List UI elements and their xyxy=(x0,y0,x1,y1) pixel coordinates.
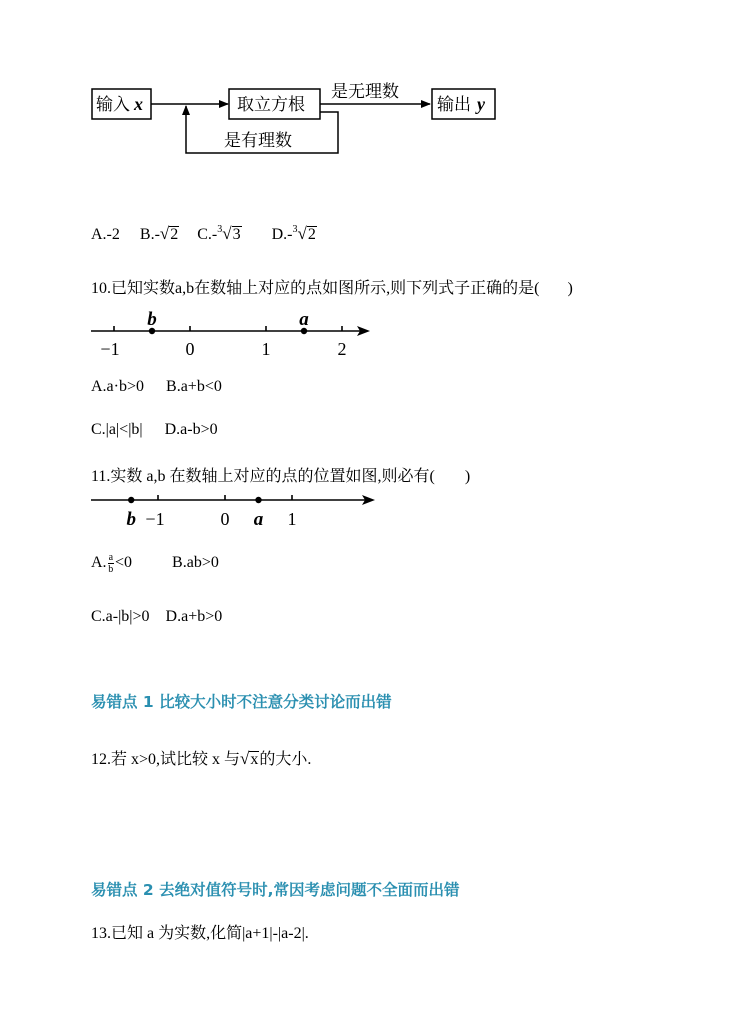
output-var: y xyxy=(477,94,485,114)
q10-options-row2 xyxy=(91,421,218,439)
tick-label: −1 xyxy=(100,339,120,359)
q10-number-line xyxy=(0,305,745,365)
q9-option-c: C.-$^3$√3 xyxy=(197,224,241,243)
input-label: 输入 xyxy=(96,95,130,115)
q9-option-d: D.-$^3$√2 xyxy=(271,224,316,243)
tick-label: 0 xyxy=(185,339,195,359)
point-label-b: b xyxy=(126,509,136,530)
tick-label: 1 xyxy=(287,509,297,529)
q10-option-c: C.|a|<|b| xyxy=(91,421,143,438)
irrational-label: 是无理数 xyxy=(331,82,399,102)
tick-label: −1 xyxy=(145,509,165,529)
q9-option-a: A.-2 xyxy=(91,226,120,243)
q10-option-a: A.a·b>0 xyxy=(91,378,145,395)
q11-option-b: B.ab>0 xyxy=(172,554,219,572)
section1-title: 易错点 1 比较大小时不注意分类讨论而出错 xyxy=(91,693,392,711)
tick-label: 1 xyxy=(261,339,271,359)
tick-label: 2 xyxy=(337,339,347,359)
q11-option-d: D.a+b>0 xyxy=(165,608,223,625)
q9-options xyxy=(91,224,317,244)
output-label: 输出 xyxy=(437,95,471,115)
input-var: x xyxy=(134,94,143,114)
q11-options-row1 xyxy=(91,552,219,575)
q12-text: 12.若 x>0,试比较 x 与√x的大小. xyxy=(91,749,312,768)
point-label-a: a xyxy=(253,509,264,530)
q11-stem: 11.实数 a,b 在数轴上对应的点的位置如图,则必有( ) xyxy=(91,468,471,485)
q10-option-b: B.a+b<0 xyxy=(166,378,222,395)
tick-label: 0 xyxy=(220,509,230,529)
q10-option-d: D.a-b>0 xyxy=(164,421,218,438)
flowchart xyxy=(0,0,745,170)
point-label-b: b xyxy=(147,309,157,330)
q11-option-c: C.a-|b|>0 xyxy=(91,608,150,625)
section2-title: 易错点 2 去绝对值符号时,常因考虑问题不全面而出错 xyxy=(91,881,460,899)
q11-options-row2 xyxy=(91,608,222,626)
q13-text: 13.已知 a 为实数,化简|a+1|-|a-2|. xyxy=(91,925,309,942)
point-b xyxy=(128,497,134,503)
process-label: 取立方根 xyxy=(237,95,305,115)
q10-options-row1 xyxy=(91,378,222,396)
point-label-a: a xyxy=(299,309,309,330)
rational-label: 是有理数 xyxy=(224,131,292,151)
q11-number-line xyxy=(0,485,745,535)
q9-option-b: B.-√2 xyxy=(139,224,179,243)
point-a xyxy=(255,497,261,503)
q11-option-a: A. $\frac{a}{b}$ <0 xyxy=(91,552,133,575)
q10-stem: 10.已知实数a,b在数轴上对应的点如图所示,则下列式子正确的是( ) xyxy=(91,280,573,297)
